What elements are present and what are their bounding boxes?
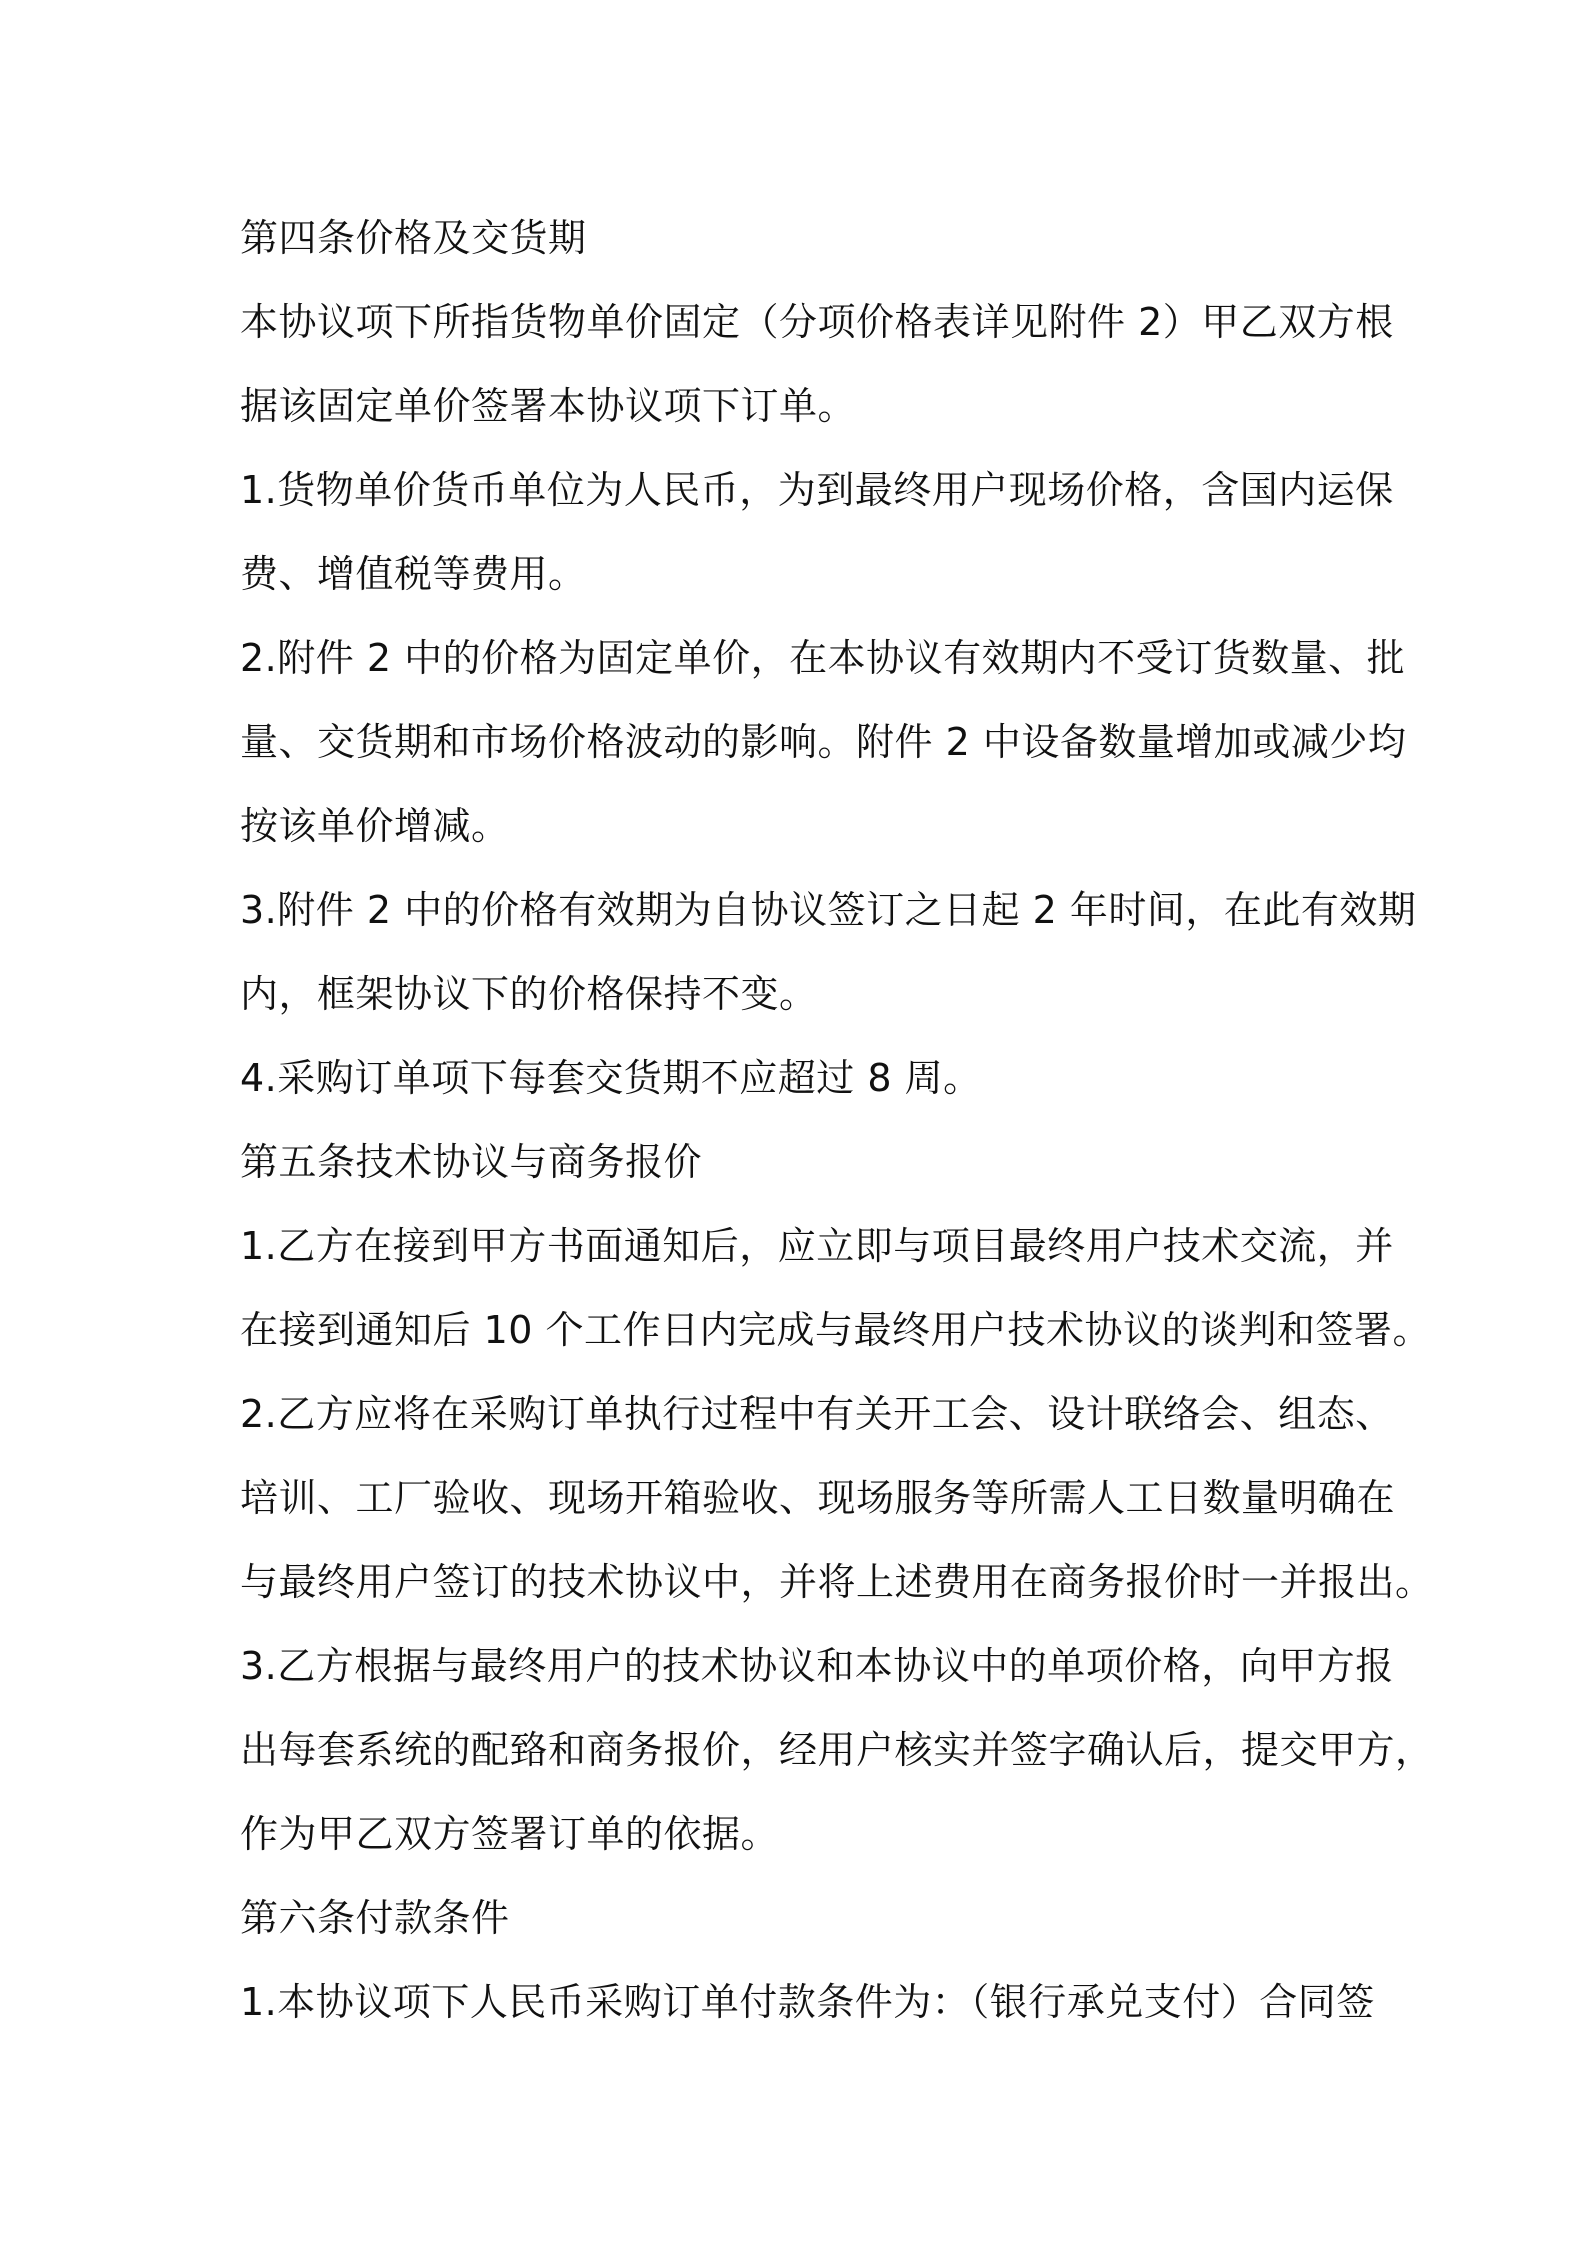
- article-5-clause-3-line-2: 出每套系统的配臵和商务报价，经用户核实并签字确认后，提交甲方，: [240, 1728, 1434, 1772]
- article-4-clause-2-line-3: 按该单价增减。: [240, 804, 510, 848]
- article-6-heading: 第六条付款条件: [240, 1896, 510, 1940]
- article-4-clause-3-line-2: 内，框架协议下的价格保持不变。: [240, 972, 818, 1016]
- article-5-clause-1-line-1: 1.乙方在接到甲方书面通知后，应立即与项目最终用户技术交流，并: [240, 1224, 1394, 1268]
- article-4-clause-2-line-2: 量、交货期和市场价格波动的影响。附件 2 中设备数量增加或减少均: [240, 720, 1407, 764]
- article-5-clause-2-line-3: 与最终用户签订的技术协议中，并将上述费用在商务报价时一并报出。: [240, 1560, 1434, 1604]
- article-4-heading: 第四条价格及交货期: [240, 216, 587, 260]
- document-body: [240, 196, 1434, 2044]
- article-4-intro-line-1: 本协议项下所指货物单价固定（分项价格表详见附件 2）甲乙双方根: [240, 300, 1394, 344]
- article-5-clause-2-line-2: 培训、工厂验收、现场开箱验收、现场服务等所需人工日数量明确在: [240, 1476, 1396, 1520]
- article-5-heading: 第五条技术协议与商务报价: [240, 1140, 703, 1184]
- article-4-intro-line-2: 据该固定单价签署本协议项下订单。: [240, 384, 857, 428]
- article-6-clause-1-line-1: 1.本协议项下人民币采购订单付款条件为：（银行承兑支付）合同签: [240, 1980, 1375, 2024]
- article-4-clause-4: 4.采购订单项下每套交货期不应超过 8 周。: [240, 1056, 982, 1100]
- article-4-clause-2-line-1: 2.附件 2 中的价格为固定单价，在本协议有效期内不受订货数量、批: [240, 636, 1406, 680]
- article-5-clause-2-line-1: 2.乙方应将在采购订单执行过程中有关开工会、设计联络会、组态、: [240, 1392, 1394, 1436]
- article-5-clause-3-line-3: 作为甲乙双方签署订单的依据。: [240, 1812, 780, 1856]
- article-4-clause-1-line-2: 费、增值税等费用。: [240, 552, 587, 596]
- article-5-clause-3-line-1: 3.乙方根据与最终用户的技术协议和本协议中的单项价格，向甲方报: [240, 1644, 1394, 1688]
- article-4-clause-1-line-1: 1.货物单价货币单位为人民币，为到最终用户现场价格，含国内运保: [240, 468, 1394, 512]
- article-4-clause-3-line-1: 3.附件 2 中的价格有效期为自协议签订之日起 2 年时间，在此有效期: [240, 888, 1417, 932]
- article-5-clause-1-line-2: 在接到通知后 10 个工作日内完成与最终用户技术协议的谈判和签署。: [240, 1308, 1432, 1352]
